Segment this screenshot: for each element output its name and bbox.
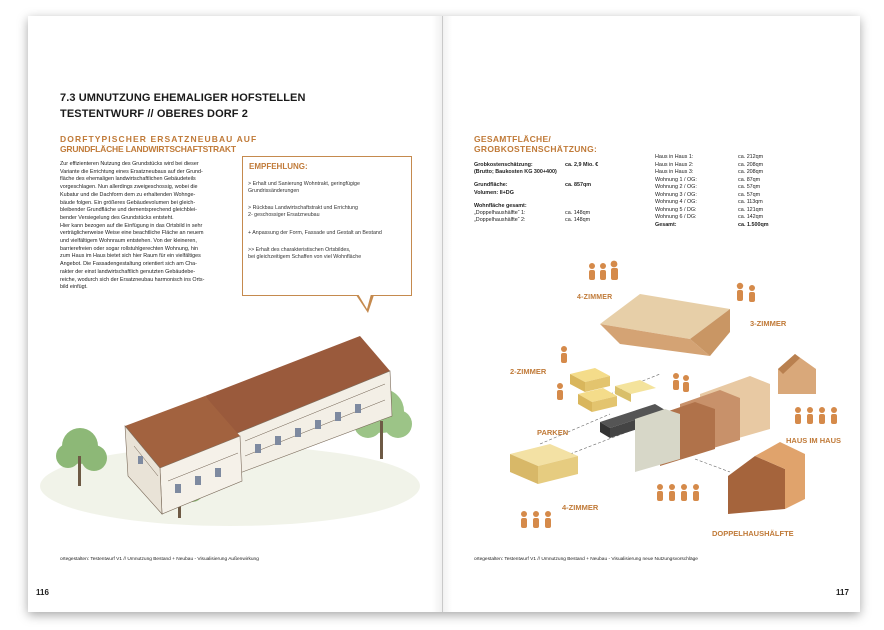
page-number-right: 117 bbox=[836, 588, 849, 597]
block-3-zimmer bbox=[778, 354, 816, 394]
left-section-heading-line2: GRUNDFLÄCHE LANDWIRTSCHAFTSTRAKT bbox=[60, 143, 236, 154]
callout-item-4: >> Erhalt des charakteristischen Ortsbildes, bei gleichzeitigem Schaffen von viel Wohnfläche bbox=[248, 247, 362, 260]
dh1-value: ca. 148qm bbox=[565, 209, 591, 216]
body-line: verträglicherweise Weise eine beachtliche Fläche an neuem bbox=[60, 230, 204, 237]
unit-row bbox=[655, 162, 795, 170]
dh2-value: ca. 148qm bbox=[565, 217, 591, 224]
person-icon bbox=[557, 383, 563, 400]
body-line: bleibender Grundfläche und dementsprechend gleichblei- bbox=[60, 207, 197, 214]
unit-value: ca. 212qm bbox=[738, 154, 764, 160]
left-caption: ortegestalten: Testentwurf V1 // Umnutzung Bestand + Neubau - Visualisierung Außenwirkung bbox=[60, 557, 259, 562]
label-4-zimmer-bottom: 4-ZIMMER bbox=[562, 503, 599, 512]
left-section-heading bbox=[60, 135, 260, 154]
unit-label: Wohnung 3 / OG: bbox=[655, 191, 697, 198]
label-parking: PARKEN bbox=[537, 428, 569, 437]
recommendation-callout bbox=[242, 156, 412, 296]
unit-label: Wohnung 6 / DG: bbox=[655, 214, 697, 220]
unit-row bbox=[655, 154, 795, 162]
unit-row bbox=[655, 222, 795, 230]
person-icon bbox=[673, 373, 679, 390]
person-icon bbox=[681, 484, 687, 501]
units-list bbox=[655, 154, 795, 229]
body-line: Angebot. Die Fassadengestaltung orientiert sich am Cha- bbox=[60, 261, 197, 268]
person-icon bbox=[795, 407, 801, 424]
unit-label: Wohnung 4 / OG: bbox=[655, 199, 697, 205]
body-line: Zur effizienteren Nutzung des Grundstücks wird bei dieser bbox=[60, 161, 199, 167]
block-2-zimmer bbox=[570, 368, 656, 412]
body-line: zum Haus im Haus bietet sich hier Raum für ein vielfältiges bbox=[60, 253, 201, 260]
body-line: barrierefreien oder sogar rollstuhlgerechten Wohnung, hin bbox=[60, 245, 199, 252]
person-icon bbox=[545, 511, 551, 528]
usage-diagram bbox=[460, 244, 856, 544]
unit-label: Wohnung 5 / DG: bbox=[655, 206, 697, 213]
unit-label: Wohnung 1 / OG: bbox=[655, 176, 697, 183]
unit-row bbox=[655, 169, 795, 177]
callout-title: EMPFEHLUNG: bbox=[249, 162, 308, 171]
label-haus-im-haus: HAUS IM HAUS bbox=[786, 436, 842, 445]
unit-label: Wohnung 2 / OG: bbox=[655, 184, 697, 190]
unit-value: ca. 113qm bbox=[738, 199, 763, 205]
person-icon bbox=[589, 263, 595, 280]
block-4-zimmer-bottom bbox=[510, 444, 578, 484]
body-line: Hier kann bezogen auf die Einfügung in das Ortsbild in sehr bbox=[60, 222, 203, 229]
label-4-zimmer-top: 4-ZIMMER bbox=[577, 294, 613, 301]
body-paragraph bbox=[60, 161, 238, 292]
unit-value: ca. 121qm bbox=[738, 206, 764, 213]
left-section-heading-line1: DORFTYPISCHER ERSATZNEUBAU AUF bbox=[60, 134, 258, 144]
body-line: Variante die Errichtung eines Ersatzneubaus auf der Grund- bbox=[60, 168, 203, 175]
body-line: reiche, wodurch sich der Ersatzneubau harmonisch ins Orts- bbox=[60, 276, 205, 283]
label-3-zimmer: 3-ZIMMER bbox=[750, 319, 787, 328]
right-caption: ortegestalten: Testentwurf V1 // Umnutzung Bestand + Neubau - Visualisierung neue Nutzungsvorschläge bbox=[474, 557, 698, 562]
person-icon bbox=[521, 511, 527, 528]
cost-block bbox=[474, 162, 634, 224]
callout-item-2: > Rückbau Landwirtschaftstrakt und Errichtung 2- geschossiger Ersatzneubau bbox=[248, 205, 358, 218]
person-icon bbox=[831, 407, 837, 424]
unit-row bbox=[655, 192, 795, 200]
unit-label: Haus in Haus 1: bbox=[655, 154, 694, 160]
unit-row bbox=[655, 184, 795, 192]
unit-label: Gesamt: bbox=[655, 221, 677, 228]
body-line: fläche des ehemaligen landwirtschaftlichen Gebäudeteils bbox=[60, 176, 196, 183]
page-number-left: 116 bbox=[36, 588, 49, 597]
callout-item-1: > Erhalt und Sanierung Wohntrakt, geringfügige Grundrissänderungen bbox=[248, 181, 360, 194]
unit-row bbox=[655, 214, 795, 222]
unit-row bbox=[655, 207, 795, 215]
callout-tail-inner bbox=[358, 294, 371, 309]
area-value: ca. 857qm bbox=[565, 182, 592, 189]
person-icon bbox=[669, 484, 675, 501]
volume-label: Volumen: II+DG bbox=[474, 189, 514, 196]
body-line: bender Versiegelung des Grundstücks entsteht. bbox=[60, 214, 174, 221]
dh1-label: „Doppelhaushälfte“ 1: bbox=[474, 209, 526, 216]
callout-item-3: + Anpassung der Form, Fassade und Gestalt an Bestand bbox=[248, 230, 382, 236]
right-section-heading-line1: GESAMTFLÄCHE/ bbox=[474, 134, 552, 144]
unit-value: ca. 57qm bbox=[738, 184, 761, 190]
person-icon bbox=[657, 484, 663, 501]
dh2-label: „Doppelhaushälfte“ 2: bbox=[474, 217, 526, 224]
person-icon bbox=[561, 346, 567, 363]
person-icon bbox=[737, 283, 743, 301]
block-4-zimmer-top bbox=[600, 294, 730, 356]
body-line: rakter der einst landwirtschaftlich genutzten Gebäudebe- bbox=[60, 268, 196, 275]
body-line: Kubatur und die Dachform dem zu erhaltenden Wohnge- bbox=[60, 191, 196, 198]
right-section-heading bbox=[474, 135, 597, 154]
label-2-zimmer: 2-ZIMMER bbox=[510, 367, 547, 376]
person-icon bbox=[693, 484, 699, 501]
person-icon bbox=[611, 261, 618, 280]
living-area-label: Wohnfläche gesamt: bbox=[474, 202, 527, 209]
cost-note: (Brutto; Baukosten KG 300+400) bbox=[474, 169, 557, 176]
book-spread bbox=[28, 16, 860, 612]
person-icon bbox=[600, 263, 606, 280]
body-line: vorgeschlagen. Nun allerdings zweigeschossig, wobei die bbox=[60, 184, 198, 191]
farmhouse-illustration bbox=[30, 316, 430, 546]
unit-value: ca. 57qm bbox=[738, 191, 761, 198]
unit-label: Haus in Haus 3: bbox=[655, 169, 694, 175]
unit-row bbox=[655, 177, 795, 185]
cost-label: Grobkostenschätzung: bbox=[474, 162, 533, 168]
cost-value: ca. 2,9 Mio. € bbox=[565, 162, 599, 168]
person-icon bbox=[819, 407, 825, 424]
unit-value: ca. 1.500qm bbox=[738, 221, 769, 228]
right-section-heading-line2: GROBKOSTENSCHÄTZUNG: bbox=[474, 143, 598, 154]
area-label: Grundfläche: bbox=[474, 182, 508, 189]
unit-value: ca. 142qm bbox=[738, 214, 764, 220]
unit-label: Haus in Haus 2: bbox=[655, 161, 694, 168]
label-doppelhaushaelfte: DOPPELHAUSHÄLFTE bbox=[712, 529, 794, 538]
block-haus-im-haus bbox=[635, 376, 770, 472]
unit-row bbox=[655, 199, 795, 207]
person-icon bbox=[533, 511, 539, 528]
page-title: 7.3 UMNUTZUNG EHEMALIGER HOFSTELLEN bbox=[60, 92, 306, 104]
person-icon bbox=[749, 285, 755, 302]
page-gutter bbox=[442, 16, 443, 612]
unit-value: ca. 208qm bbox=[738, 169, 764, 175]
block-doppelhaushaelfte bbox=[728, 442, 805, 514]
body-line: bild einfügt. bbox=[60, 284, 88, 291]
person-icon bbox=[807, 407, 813, 424]
body-line: bäude folgen. Ein größeres Gebäudevolumen bei gleich- bbox=[60, 199, 196, 206]
page-subtitle: TESTENTWURF // OBERES DORF 2 bbox=[60, 108, 248, 120]
body-line: und vielfältigem Wohnraum entstehen. Von der kleineren, bbox=[60, 238, 197, 245]
unit-value: ca. 208qm bbox=[738, 161, 764, 168]
person-icon bbox=[683, 375, 689, 392]
unit-value: ca. 87qm bbox=[738, 176, 761, 183]
